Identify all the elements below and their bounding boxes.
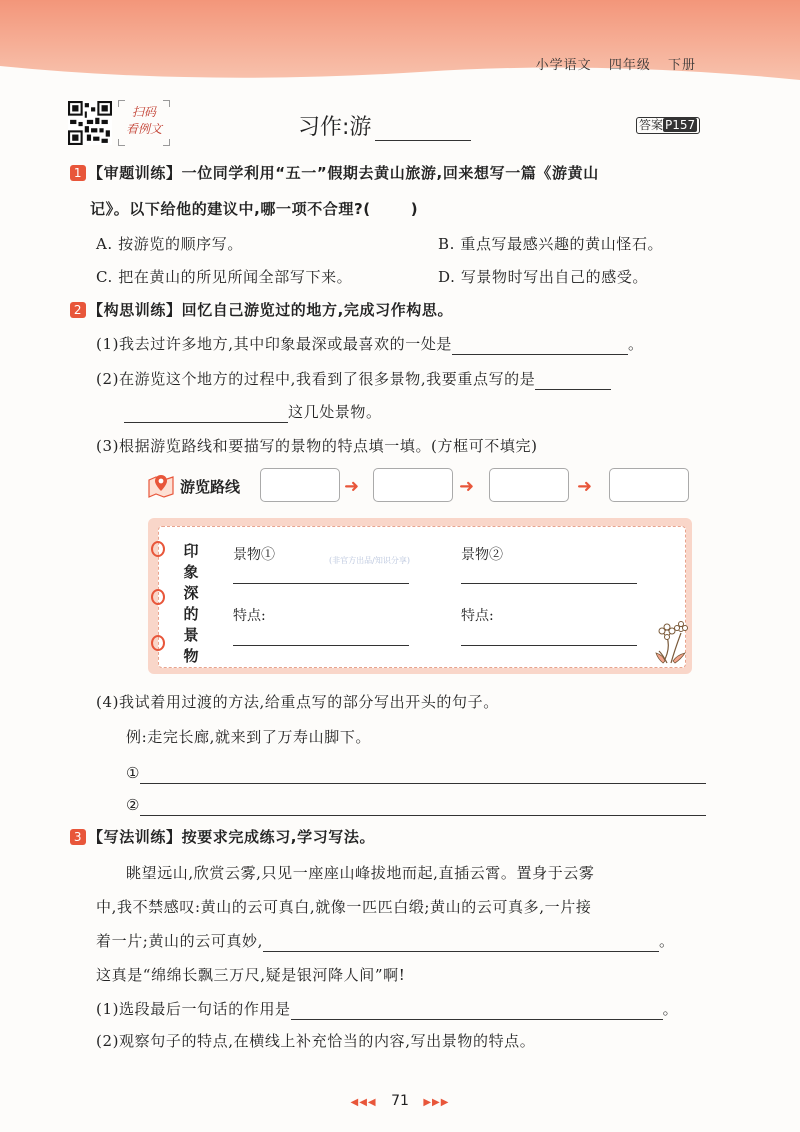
q2-sub2-blank-b[interactable]	[124, 404, 288, 423]
qr-code-icon[interactable]	[68, 101, 112, 145]
q3-sub1-blank[interactable]	[291, 1001, 663, 1020]
q1-stem-line1	[70, 162, 599, 184]
binder-ring-icon	[151, 589, 165, 605]
q2-answer-1	[126, 762, 706, 784]
q3-passage-line3-end: 。	[659, 932, 675, 950]
q2-answer-2-blank[interactable]	[140, 797, 706, 816]
feature-1-blank[interactable]	[233, 645, 409, 646]
q2-sub1	[96, 333, 644, 355]
watermark: (非官方出品/知识分享)	[329, 556, 410, 565]
subject-label: 小学语文	[535, 58, 592, 73]
route-box-3[interactable]	[489, 468, 569, 502]
arrow-right-icon: ➜	[459, 476, 475, 497]
page-number: 71	[391, 1093, 409, 1109]
title-blank[interactable]	[375, 120, 471, 141]
vertical-char: 物	[183, 647, 199, 665]
q1-stem-line2	[90, 198, 418, 220]
q1-number: 1	[70, 165, 86, 181]
feature-1-label: 特点:	[233, 608, 266, 624]
q1-option-d[interactable]: D. 写景物时写出自己的感受。	[438, 268, 649, 286]
circle-2-label: ②	[126, 796, 141, 814]
q3-sub1-end: 。	[662, 1000, 679, 1018]
vertical-char: 的	[183, 605, 199, 623]
scene-inner	[158, 526, 686, 668]
page-footer	[0, 1093, 800, 1109]
scan-line-2: 看例文	[125, 122, 162, 136]
q3-stem-text: 按要求完成练习,学习写法。	[181, 828, 376, 846]
q1-option-a[interactable]: A. 按游览的顺序写。	[96, 235, 243, 253]
scene-2-blank[interactable]	[461, 583, 637, 584]
map-pin-icon	[147, 472, 175, 500]
feature-2-label: 特点:	[461, 608, 494, 624]
answer-label: 答案	[639, 118, 664, 132]
vertical-label	[181, 541, 201, 667]
q2-sub2-text: (2)在游览这个地方的过程中,我看到了很多景物,我要重点写的是	[96, 370, 536, 388]
vertical-char: 象	[183, 563, 199, 581]
book-info	[524, 54, 696, 73]
route-box-1[interactable]	[260, 468, 340, 502]
q2-example: 例:走完长廊,就来到了万寿山脚下。	[126, 728, 372, 746]
route-box-4[interactable]	[609, 468, 689, 502]
q3-passage-line4: 这真是“绵绵长飘三万尺,疑是银河降人间”啊!	[96, 966, 406, 984]
scene-notebook	[148, 518, 692, 674]
q3-number: 3	[70, 829, 86, 845]
q2-number: 2	[70, 302, 86, 318]
q1-option-b[interactable]: B. 重点写最感兴趣的黄山怪石。	[438, 235, 664, 253]
q3-tag: 【写法训练】	[88, 828, 182, 846]
circle-1-label: ①	[126, 764, 141, 782]
q2-sub3: (3)根据游览路线和要描写的景物的特点填一填。(方框可不填完)	[96, 437, 538, 455]
q2-tag: 【构思训练】	[88, 301, 182, 319]
arrow-right-icon: ➜	[577, 476, 593, 497]
header-banner	[0, 0, 800, 95]
title-text: 习作:游	[298, 115, 372, 140]
q3-passage-line3	[96, 930, 675, 952]
prev-page-icon[interactable]: ◀◀◀	[350, 1097, 377, 1108]
q2-sub1-end: 。	[628, 335, 644, 353]
q2-sub1-text: (1)我去过许多地方,其中印象最深或最喜欢的一处是	[96, 335, 453, 353]
scene-1-label: 景物①	[233, 547, 275, 563]
q2-sub2-cont	[124, 401, 382, 423]
q2-sub4: (4)我试着用过渡的方法,给重点写的部分写出开头的句子。	[96, 693, 499, 711]
q3-sub1	[96, 998, 678, 1020]
q2-answer-1-blank[interactable]	[140, 765, 706, 784]
next-page-icon[interactable]: ▶▶▶	[423, 1097, 450, 1108]
flower-icon	[653, 619, 693, 665]
q2-stem	[70, 299, 453, 321]
feature-2-blank[interactable]	[461, 645, 637, 646]
q3-passage-line2: 中,我不禁感叹:黄山的云可真白,就像一匹匹白缎;黄山的云可真多,一片接	[96, 898, 592, 916]
q2-answer-2	[126, 794, 706, 816]
grade-label: 四年级	[608, 58, 651, 73]
route-box-2[interactable]	[373, 468, 453, 502]
q1-stem1: 一位同学利用“五一”假期去黄山旅游,回来想写一篇《游黄山	[181, 164, 599, 182]
q1-stem2: 记》。以下给他的建议中,哪一项不合理?(	[90, 200, 371, 218]
q1-stem2-end: )	[410, 200, 419, 218]
q3-passage-blank[interactable]	[263, 933, 659, 952]
scan-line-1: 扫码	[131, 105, 156, 119]
q1-tag: 【审题训练】	[88, 164, 182, 182]
q2-sub1-blank[interactable]	[452, 336, 628, 355]
binder-ring-icon	[151, 541, 165, 557]
scene-1-blank[interactable]	[233, 583, 409, 584]
q2-stem-text: 回忆自己游览过的地方,完成习作构思。	[181, 301, 454, 319]
page-title	[298, 110, 471, 141]
arrow-right-icon: ➜	[344, 476, 360, 497]
vertical-char: 深	[183, 584, 199, 602]
q3-passage-line3-text: 着一片;黄山的云可真妙,	[96, 932, 264, 950]
volume-label: 下册	[667, 58, 696, 73]
q3-passage-line1: 眺望远山,欣赏云雾,只见一座座山峰拔地而起,直插云霄。置身于云雾	[126, 864, 595, 882]
vertical-char: 印	[183, 542, 199, 560]
q2-sub2-blank-a[interactable]	[535, 371, 611, 390]
q3-stem	[70, 826, 375, 848]
binder-ring-icon	[151, 635, 165, 651]
answer-reference	[636, 117, 700, 134]
q3-sub1-text: (1)选段最后一句话的作用是	[96, 1000, 291, 1018]
answer-page: P157	[665, 118, 696, 132]
route-label: 游览路线	[180, 478, 241, 496]
scene-2-label: 景物②	[461, 547, 503, 563]
q2-sub2-end: 这几处景物。	[288, 403, 382, 421]
scan-example-label[interactable]	[118, 100, 170, 146]
vertical-char: 景	[183, 626, 199, 644]
q3-sub2: (2)观察句子的特点,在横线上补充恰当的内容,写出景物的特点。	[96, 1032, 536, 1050]
q1-option-c[interactable]: C. 把在黄山的所见所闻全部写下来。	[96, 268, 353, 286]
q2-sub2	[96, 368, 611, 390]
